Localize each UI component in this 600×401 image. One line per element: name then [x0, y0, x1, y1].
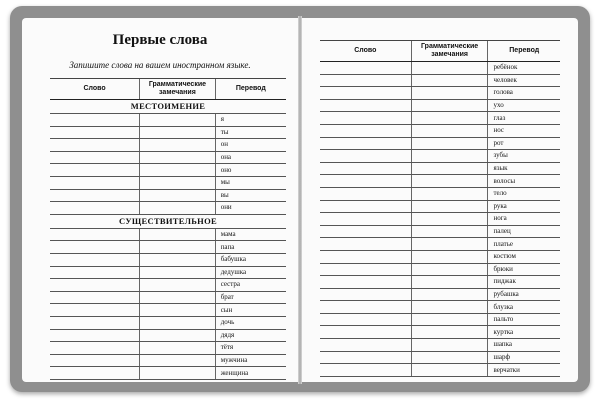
word-cell[interactable] [320, 364, 411, 377]
translation-cell: тётя [215, 342, 286, 355]
grammar-cell[interactable] [140, 329, 216, 342]
table-row [50, 151, 286, 164]
grammar-cell[interactable] [411, 99, 488, 112]
translation-cell: зубы [488, 150, 560, 163]
table-row [50, 354, 286, 367]
grammar-cell[interactable] [411, 288, 488, 301]
word-cell[interactable] [320, 62, 411, 75]
grammar-cell[interactable] [411, 225, 488, 238]
table-row [50, 139, 286, 152]
word-cell[interactable] [320, 351, 411, 364]
header-translation: Перевод [488, 41, 560, 62]
grammar-cell[interactable] [411, 301, 488, 314]
grammar-cell[interactable] [140, 367, 216, 380]
grammar-cell[interactable] [140, 202, 216, 215]
word-cell[interactable] [50, 202, 140, 215]
grammar-cell[interactable] [411, 364, 488, 377]
translation-cell: сестра [215, 279, 286, 292]
table-row [320, 276, 560, 289]
word-cell[interactable] [320, 112, 411, 125]
table-row [50, 126, 286, 139]
word-cell[interactable] [320, 250, 411, 263]
grammar-cell[interactable] [411, 112, 488, 125]
word-cell[interactable] [320, 137, 411, 150]
table-row [50, 329, 286, 342]
section-heading: МЕСТОИМЕНИЕ [50, 100, 286, 114]
table-row [320, 326, 560, 339]
word-cell[interactable] [50, 176, 140, 189]
table-row [320, 187, 560, 200]
notebook-cover [10, 6, 590, 392]
table-row [50, 316, 286, 329]
grammar-cell[interactable] [411, 263, 488, 276]
grammar-cell[interactable] [140, 304, 216, 317]
translation-cell: дедушка [215, 266, 286, 279]
table-row [320, 364, 560, 377]
word-cell[interactable] [50, 189, 140, 202]
word-cell[interactable] [320, 175, 411, 188]
translation-cell: он [215, 139, 286, 152]
translation-cell: рот [488, 137, 560, 150]
word-cell[interactable] [320, 326, 411, 339]
table-row [320, 225, 560, 238]
translation-cell: оно [215, 164, 286, 177]
table-row [320, 124, 560, 137]
translation-cell: вы [215, 189, 286, 202]
header-grammar: Грамматические замечания [411, 41, 488, 62]
section-row [50, 100, 286, 114]
grammar-cell[interactable] [140, 291, 216, 304]
page-title: Первые слова [112, 32, 208, 48]
word-cell[interactable] [50, 114, 140, 127]
word-cell[interactable] [320, 301, 411, 314]
translation-cell: дядя [215, 329, 286, 342]
word-cell[interactable] [320, 74, 411, 87]
table-row [320, 250, 560, 263]
word-cell[interactable] [50, 367, 140, 380]
grammar-cell[interactable] [411, 62, 488, 75]
word-cell[interactable] [320, 162, 411, 175]
grammar-cell[interactable] [140, 164, 216, 177]
table-row [320, 175, 560, 188]
translation-cell: рубашка [488, 288, 560, 301]
translation-cell: человек [488, 74, 560, 87]
translation-cell: бабушка [215, 253, 286, 266]
table-row [50, 202, 286, 215]
translation-cell: верчатки [488, 364, 560, 377]
grammar-cell[interactable] [140, 342, 216, 355]
translation-cell: ухо [488, 99, 560, 112]
section-row [50, 214, 286, 228]
table-header-row [320, 41, 560, 62]
word-cell[interactable] [50, 253, 140, 266]
translation-cell: мы [215, 176, 286, 189]
right-page [302, 18, 578, 382]
table-row [320, 263, 560, 276]
translation-cell: куртка [488, 326, 560, 339]
table-row [320, 62, 560, 75]
translation-cell: они [215, 202, 286, 215]
word-cell[interactable] [50, 342, 140, 355]
left-page [22, 18, 298, 382]
word-cell[interactable] [320, 99, 411, 112]
grammar-cell[interactable] [411, 276, 488, 289]
grammar-cell[interactable] [411, 87, 488, 100]
table-row [50, 304, 286, 317]
grammar-cell[interactable] [140, 279, 216, 292]
grammar-cell[interactable] [140, 253, 216, 266]
grammar-cell[interactable] [411, 313, 488, 326]
table-row [50, 241, 286, 254]
grammar-cell[interactable] [140, 228, 216, 241]
section-heading: СУЩЕСТВИТЕЛЬНОЕ [50, 214, 286, 228]
word-cell[interactable] [50, 164, 140, 177]
translation-cell: платье [488, 238, 560, 251]
translation-cell: я [215, 114, 286, 127]
table-header-row [50, 79, 286, 100]
translation-cell: мама [215, 228, 286, 241]
table-row [320, 137, 560, 150]
word-cell[interactable] [320, 124, 411, 137]
translation-cell: палец [488, 225, 560, 238]
word-cell[interactable] [50, 266, 140, 279]
table-row [50, 253, 286, 266]
table-row [320, 74, 560, 87]
table-row [320, 200, 560, 213]
word-cell[interactable] [50, 241, 140, 254]
translation-cell: рука [488, 200, 560, 213]
header-word: Слово [320, 41, 411, 62]
page-instructions: Запишите слова на вашем иностранном языке. [69, 60, 251, 70]
translation-cell: сын [215, 304, 286, 317]
table-row [50, 367, 286, 380]
table-row [50, 291, 286, 304]
table-row [50, 114, 286, 127]
table-row [320, 313, 560, 326]
translation-cell: язык [488, 162, 560, 175]
right-table-body [320, 62, 560, 377]
table-row [320, 238, 560, 251]
grammar-cell[interactable] [140, 266, 216, 279]
grammar-cell[interactable] [411, 200, 488, 213]
word-cell[interactable] [320, 87, 411, 100]
translation-cell: шарф [488, 351, 560, 364]
word-cell[interactable] [320, 150, 411, 163]
grammar-cell[interactable] [140, 139, 216, 152]
word-cell[interactable] [50, 126, 140, 139]
translation-cell: пиджак [488, 276, 560, 289]
grammar-cell[interactable] [411, 162, 488, 175]
grammar-cell[interactable] [411, 339, 488, 352]
grammar-cell[interactable] [411, 137, 488, 150]
table-row [50, 342, 286, 355]
word-cell[interactable] [320, 276, 411, 289]
grammar-cell[interactable] [411, 326, 488, 339]
grammar-cell[interactable] [411, 250, 488, 263]
grammar-cell[interactable] [140, 316, 216, 329]
table-row [320, 288, 560, 301]
translation-cell: пальто [488, 313, 560, 326]
grammar-cell[interactable] [411, 74, 488, 87]
table-row [50, 164, 286, 177]
word-cell[interactable] [50, 354, 140, 367]
word-cell[interactable] [50, 304, 140, 317]
word-cell[interactable] [50, 228, 140, 241]
translation-cell: она [215, 151, 286, 164]
table-row [320, 150, 560, 163]
table-row [320, 339, 560, 352]
table-row [320, 162, 560, 175]
translation-cell: ты [215, 126, 286, 139]
grammar-cell[interactable] [411, 150, 488, 163]
word-cell[interactable] [320, 200, 411, 213]
table-row [50, 228, 286, 241]
translation-cell: шапка [488, 339, 560, 352]
word-cell[interactable] [50, 291, 140, 304]
header-translation: Перевод [215, 79, 286, 100]
translation-cell: мужчина [215, 354, 286, 367]
table-row [50, 266, 286, 279]
header-word: Слово [50, 79, 140, 100]
word-cell[interactable] [50, 316, 140, 329]
grammar-cell[interactable] [411, 213, 488, 226]
header-grammar: Грамматические замечания [140, 79, 216, 100]
table-row [50, 279, 286, 292]
left-table-body [50, 100, 286, 380]
translation-cell: брюки [488, 263, 560, 276]
grammar-cell[interactable] [140, 241, 216, 254]
translation-cell: тело [488, 187, 560, 200]
grammar-cell[interactable] [140, 354, 216, 367]
word-cell[interactable] [320, 213, 411, 226]
translation-cell: папа [215, 241, 286, 254]
translation-cell: нога [488, 213, 560, 226]
word-cell[interactable] [320, 238, 411, 251]
word-cell[interactable] [320, 313, 411, 326]
grammar-cell[interactable] [140, 114, 216, 127]
grammar-cell[interactable] [140, 189, 216, 202]
table-row [320, 87, 560, 100]
grammar-cell[interactable] [411, 187, 488, 200]
table-row [320, 112, 560, 125]
translation-cell: брат [215, 291, 286, 304]
table-row [320, 351, 560, 364]
word-cell[interactable] [50, 151, 140, 164]
translation-cell: дочь [215, 316, 286, 329]
table-row [320, 99, 560, 112]
translation-cell: блузка [488, 301, 560, 314]
translation-cell: голова [488, 87, 560, 100]
vocabulary-table-left [50, 78, 286, 380]
grammar-cell[interactable] [140, 126, 216, 139]
grammar-cell[interactable] [140, 176, 216, 189]
word-cell[interactable] [320, 187, 411, 200]
word-cell[interactable] [320, 263, 411, 276]
grammar-cell[interactable] [411, 238, 488, 251]
word-cell[interactable] [50, 329, 140, 342]
word-cell[interactable] [50, 139, 140, 152]
word-cell[interactable] [320, 339, 411, 352]
grammar-cell[interactable] [140, 151, 216, 164]
grammar-cell[interactable] [411, 175, 488, 188]
translation-cell: костюм [488, 250, 560, 263]
table-row [50, 189, 286, 202]
grammar-cell[interactable] [411, 351, 488, 364]
table-row [320, 213, 560, 226]
translation-cell: глаз [488, 112, 560, 125]
translation-cell: ребёнок [488, 62, 560, 75]
word-cell[interactable] [50, 279, 140, 292]
translation-cell: волосы [488, 175, 560, 188]
word-cell[interactable] [320, 225, 411, 238]
word-cell[interactable] [320, 288, 411, 301]
vocabulary-table-right [320, 40, 560, 377]
table-row [320, 301, 560, 314]
translation-cell: женщина [215, 367, 286, 380]
translation-cell: нос [488, 124, 560, 137]
grammar-cell[interactable] [411, 124, 488, 137]
table-row [50, 176, 286, 189]
